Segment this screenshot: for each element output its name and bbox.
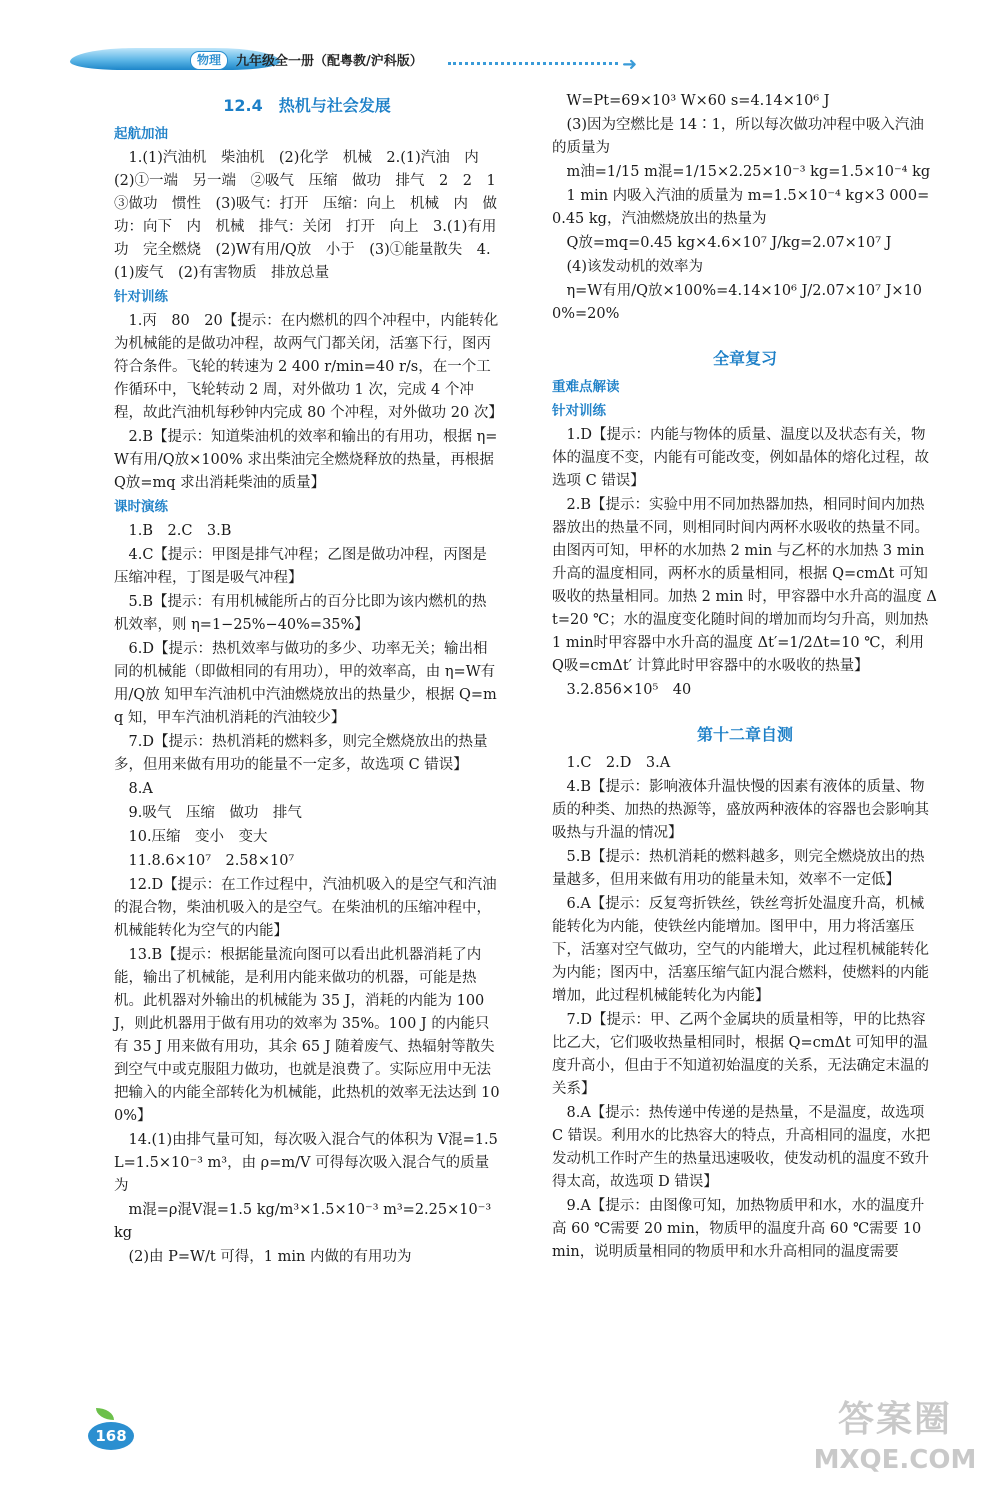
section-title: 全章复习 bbox=[712, 349, 777, 368]
answer-paragraph: m油=1/15 m混=1/15×2.25×10⁻³ kg=1.5×10⁻⁴ kg bbox=[566, 164, 931, 180]
page-number: 168 bbox=[88, 1422, 134, 1450]
answer-paragraph: m混=ρ混V混=1.5 kg/m³×1.5×10⁻³ m³=2.25×10⁻³ kg bbox=[114, 1202, 492, 1241]
answer-paragraph: 4.C【提示：甲图是排气冲程；乙图是做功冲程，丙图是压缩冲程，丁图是吸气冲程】 bbox=[114, 547, 487, 586]
answer-paragraph: 3.2.856×10⁵ 40 bbox=[566, 682, 692, 698]
answer-paragraph: 8.A【提示：热传递中传递的是热量，不是温度，故选项 C 错误。利用水的比热容大的特点，升高相同的温度，水把发动机工作时产生的热量迅速吸收，使发动机的温度不致升得太高，故选项 D 错误】 bbox=[552, 1105, 931, 1190]
answer-paragraph: 1.B 2.C 3.B bbox=[128, 523, 232, 539]
leaf-icon bbox=[96, 1408, 114, 1420]
left-content bbox=[114, 123, 511, 1269]
watermark-logo: 答案圈 bbox=[837, 1399, 952, 1440]
answer-paragraph: 12.D【提示：在工作过程中，汽油机吸入的是空气和汽油的混合物，柴油机吸入的是空气。在柴油机的压缩冲程中，机械能转化为空气的内能】 bbox=[114, 877, 497, 939]
answer-paragraph: (4)该发动机的效率为 bbox=[566, 259, 704, 275]
watermark-url: MXQE.COM bbox=[813, 1445, 977, 1475]
answer-paragraph: 4.B【提示：影响液体升温快慢的因素有液体的质量、物质的种类、加热的热源等，盛放两种液体的容器也会影响其吸热与升温的情况】 bbox=[552, 779, 929, 841]
answer-paragraph: 9.A【提示：由图像可知，加热物质甲和水，水的温度升高 60 ℃需要 20 min，物质甲的温度升高 60 ℃需要 10 min，说明质量相同的物质甲和水升高相同的温度需要 bbox=[552, 1198, 925, 1260]
answer-paragraph: 1 min 内吸入汽油的质量为 m=1.5×10⁻⁴ kg×3 000=0.45 kg，汽油燃烧放出的热量为 bbox=[552, 188, 930, 227]
answer-paragraph: 1.(1)汽油机 柴油机 (2)化学 机械 2.(1)汽油 内 (2)①一端 另一端 ②吸气 压缩 做功 排气 2 2 1 ③做功 惯性 (3)吸气：打开 压缩：向上 机械 内 做功：向下 内 机械 排气：关闭 打开 向上 3.(1)有用功 完全燃烧 (2)W有用/Q放 小于 (3)①能量散失 4.(1)废气 (2)有害物质 排放总量 bbox=[114, 150, 511, 281]
section-title: 12.4 热机与社会发展 bbox=[223, 96, 391, 115]
series-title: 九年级全一册（配粤教/沪科版） bbox=[236, 54, 423, 69]
answer-paragraph: 7.D【提示：甲、乙两个金属块的质量相等，甲的比热容比乙大，它们吸收热量相同时，根据 Q=cmΔt 可知甲的温度升高小，但由于不知道初始温度的关系，无法确定末温的关系】 bbox=[552, 1012, 929, 1097]
watermark bbox=[800, 1400, 990, 1490]
answer-paragraph: 11.8.6×10⁷ 2.58×10⁷ bbox=[128, 853, 295, 869]
answer-paragraph: 1.C 2.D 3.A bbox=[566, 755, 671, 771]
answer-paragraph: 1.丙 80 20【提示：在内燃机的四个冲程中，内能转化为机械能的是做功冲程，故两气门都关闭，活塞下行，图丙符合条件。飞轮的转速为 2 400 r/min=40 r/s，在一个工作循环中，飞轮转动 2 周，对外做功 1 次，完成 4 个冲程，故此汽油机每秒钟内完成 80 个冲程，对外做功 20 次】 bbox=[114, 313, 503, 421]
answer-paragraph: 13.B【提示：根据能量流向图可以看出此机器消耗了内能，输出了机械能，是利用内能来做功的机器，可能是热机。此机器对外输出的机械能为 35 J，消耗的内能为 100 J，则此机器用于做有用功的效率为 35%。100 J 的内能只有 35 J 用来做有用功，其余 65 J 随着废气、热辐射等散失到空气中或克服阻力做功，也就是浪费了。实际应用中无法把输入的内能全部转化为机械能，此热机的效率无法达到 100%】 bbox=[114, 947, 500, 1124]
answer-paragraph: (2)由 P=W/t 可得，1 min 内做的有用功为 bbox=[128, 1249, 412, 1265]
answer-paragraph: 1.D【提示：内能与物体的质量、温度以及状态有关，物体的温度不变，内能有可能改变，例如晶体的熔化过程，故选项 C 错误】 bbox=[552, 427, 929, 489]
spacer bbox=[552, 327, 938, 343]
answer-paragraph: 10.压缩 变小 变大 bbox=[128, 829, 268, 845]
sub-heading: 针对训练 bbox=[114, 289, 168, 305]
spacer bbox=[552, 703, 938, 719]
answer-paragraph: 14.(1)由排气量可知，每次吸入混合气的体积为 V混=1.5 L=1.5×10⁻³ m³，由 ρ=m/V 可得每次吸入混合气的质量为 bbox=[114, 1132, 498, 1194]
right-content bbox=[552, 90, 938, 1264]
sub-heading: 针对训练 bbox=[552, 403, 606, 419]
answer-paragraph: 5.B【提示：有用机械能所占的百分比即为该内燃机的热机效率，则 η=1−25%−40%=35%】 bbox=[114, 594, 487, 633]
answer-paragraph: 5.B【提示：热机消耗的燃料越多，则完全燃烧放出的热量越多，但用来做有用功的能量未知，效率不一定低】 bbox=[552, 849, 925, 888]
answer-paragraph: 7.D【提示：热机消耗的燃料多，则完全燃烧放出的热量多，但用来做有用功的能量不一定多，故选项 C 错误】 bbox=[114, 734, 488, 773]
sub-heading: 起航加油 bbox=[114, 126, 168, 142]
sub-heading: 重难点解读 bbox=[552, 379, 620, 395]
sub-heading: 课时演练 bbox=[114, 499, 168, 515]
header-dotted-line bbox=[448, 62, 618, 67]
answer-paragraph: 9.吸气 压缩 做功 排气 bbox=[128, 805, 302, 821]
answer-paragraph: 8.A bbox=[128, 781, 153, 797]
left-column bbox=[114, 90, 511, 1270]
answer-paragraph: 2.B【提示：知道柴油机的效率和输出的有用功，根据 η=W有用/Q放×100% 求出柴油完全燃烧释放的热量，再根据 Q放=mq 求出消耗柴油的质量】 bbox=[114, 429, 498, 491]
arrow-right-icon: ➜ bbox=[622, 54, 638, 75]
subject-tag: 物理 bbox=[190, 51, 228, 70]
answer-paragraph: W=Pt=69×10³ W×60 s=4.14×10⁶ J bbox=[566, 93, 830, 109]
right-column bbox=[552, 90, 938, 1265]
answer-paragraph: Q放=mq=0.45 kg×4.6×10⁷ J/kg=2.07×10⁷ J bbox=[566, 235, 892, 251]
answer-paragraph: 6.D【提示：热机效率与做功的多少、功率无关；输出相同的机械能（即做相同的有用功），甲的效率高，由 η=W有用/Q放 知甲车汽油机中汽油燃烧放出的热量少，根据 Q=mq 知，甲车汽油机消耗的汽油较少】 bbox=[114, 641, 497, 726]
answer-paragraph: η=W有用/Q放×100%=4.14×10⁶ J/2.07×10⁷ J×100%=20% bbox=[552, 283, 922, 322]
answer-paragraph: 6.A【提示：反复弯折铁丝，铁丝弯折处温度升高，机械能转化为内能，使铁丝内能增加。图甲中，用力将活塞压下，活塞对空气做功，空气的内能增大，此过程机械能转化为内能；图丙中，活塞压缩气缸内混合燃料，使燃料的内能增加，此过程机械能转化为内能】 bbox=[552, 896, 929, 1004]
answer-paragraph: 2.B【提示：实验中用不同加热器加热，相同时间内加热器放出的热量不同，则相同时间内两杯水吸收的热量不同。由图丙可知，甲杯的水加热 2 min 与乙杯的水加热 3 min升高的温度相同，两杯水的质量相同，根据 Q=cmΔt 可知吸收的热量相同。加热 2 min 时，甲容器中水升高的温度 Δt=20 ℃；水的温度变化随时间的增加而均匀升高，则加热 1 min时甲容器中水升高的温度 Δt′=1/2Δt=10 ℃，利用 Q吸=cmΔt′ 计算此时甲容器中的水吸收的热量】 bbox=[552, 497, 937, 674]
section-title: 第十二章自测 bbox=[696, 725, 793, 744]
answer-paragraph: (3)因为空燃比是 14∶1，所以每次做功冲程中吸入汽油的质量为 bbox=[552, 117, 924, 156]
